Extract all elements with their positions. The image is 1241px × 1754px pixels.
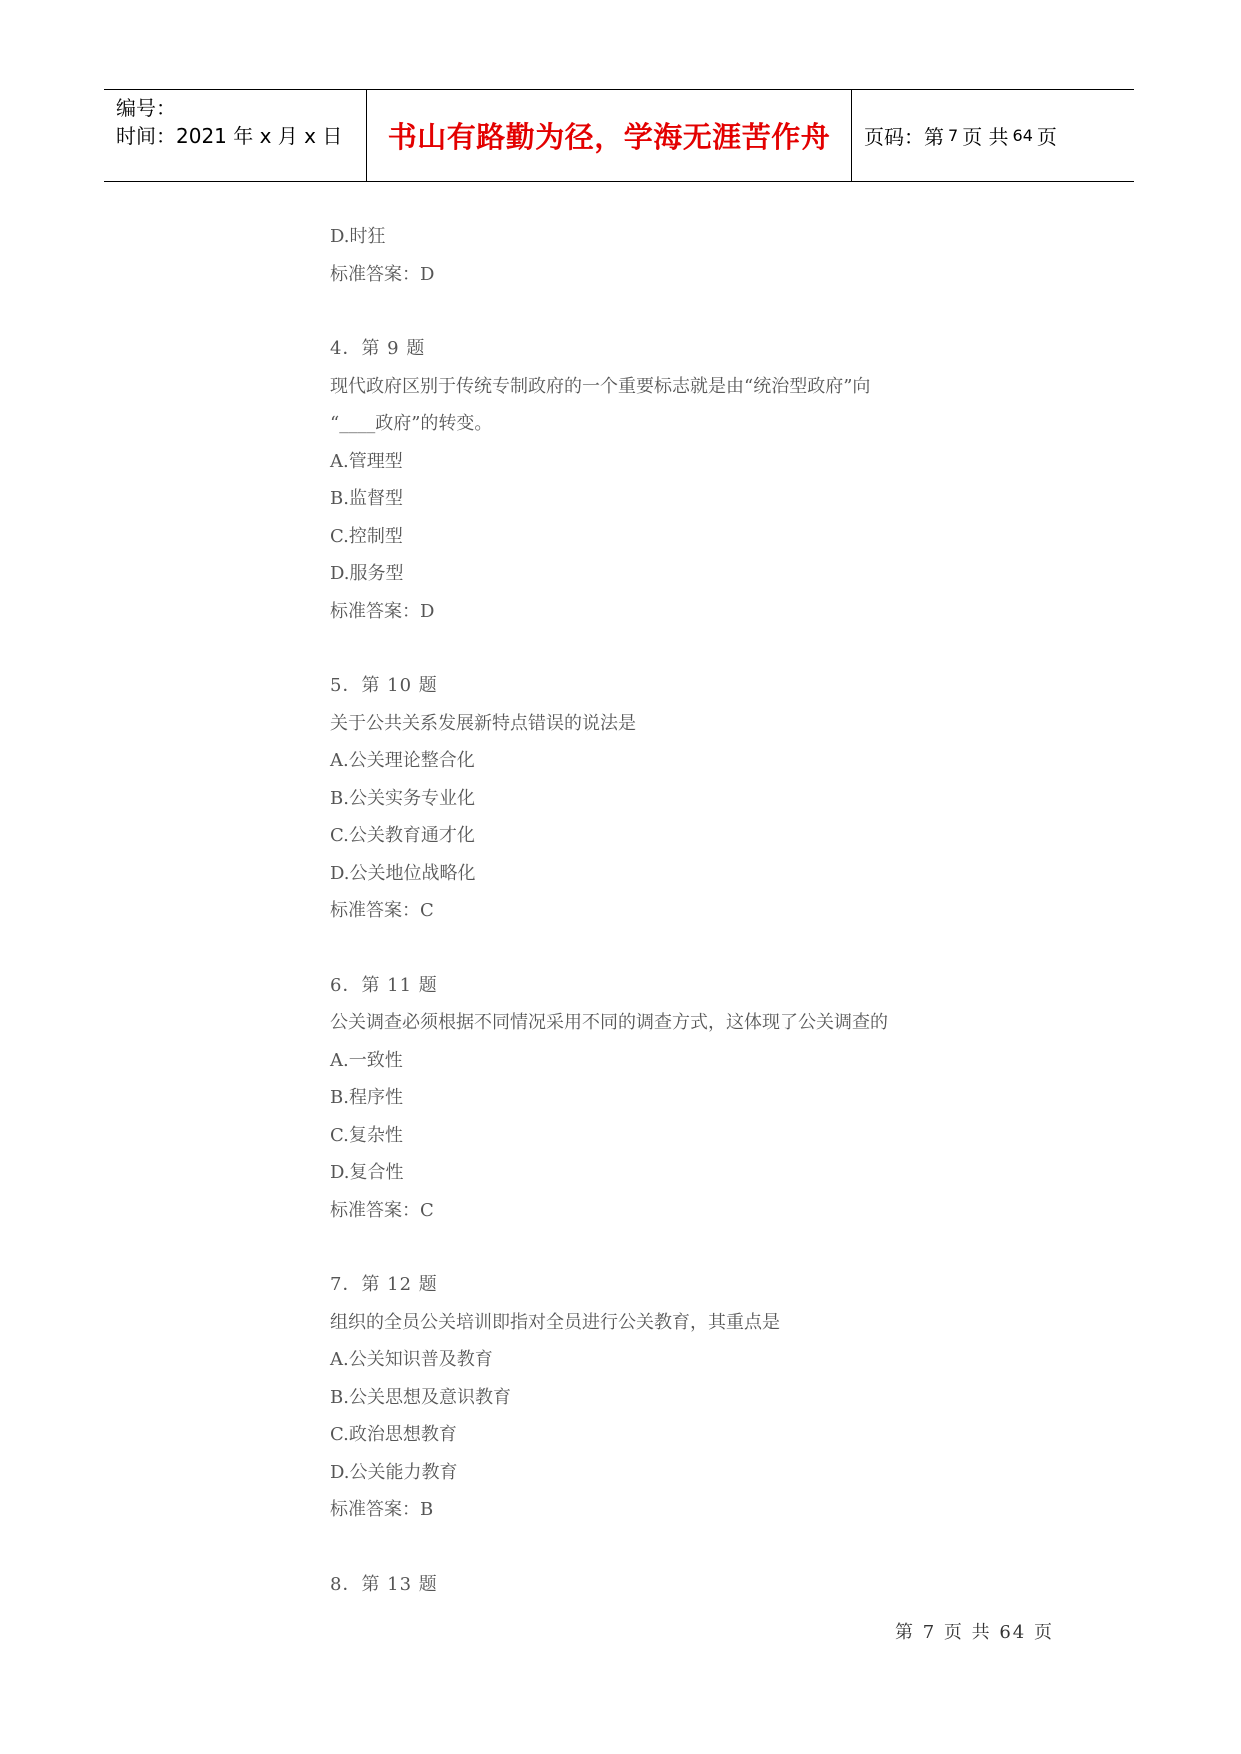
section-gap	[330, 293, 1030, 330]
time-label: 时间：2021 年 x 月 x 日	[116, 124, 343, 148]
standard-answer: 标准答案：C	[330, 1199, 434, 1221]
question-text: 现代政府区别于传统专制政府的一个重要标志就是由“统治型政府”向	[330, 375, 871, 397]
answer-option: C.复杂性	[330, 1124, 403, 1146]
answer-option: C.公关教育通才化	[330, 825, 475, 846]
question-title: 5．第 10 题	[330, 675, 438, 696]
page-mid: 页 共	[962, 125, 1009, 149]
standard-answer: 标准答案：C	[330, 900, 434, 921]
question-text: 组织的全员公关培训即指对全员进行公关教育，其重点是	[330, 1311, 780, 1333]
section-gap	[330, 630, 1030, 667]
answer-option: D.复合性	[330, 1162, 404, 1183]
number-label: 编号：	[116, 96, 176, 120]
answer-option: A.公关知识普及教育	[330, 1349, 493, 1370]
answer-option: B.公关实务专业化	[330, 787, 475, 809]
header-motto: 书山有路勤为径，学海无涯苦作舟	[367, 90, 852, 181]
answer-option: C.控制型	[330, 525, 403, 547]
header-page-number	[852, 90, 1134, 181]
answer-option: B.程序性	[330, 1087, 403, 1108]
question-text: 公关调查必须根据不同情况采用不同的调查方式，这体现了公关调查的	[330, 1012, 888, 1033]
section-gap	[330, 1529, 1030, 1566]
answer-option: D.公关地位战略化	[330, 862, 476, 884]
answer-option: A.管理型	[330, 450, 403, 472]
answer-option: D.时狂	[330, 226, 386, 247]
answer-option: A.公关理论整合化	[330, 750, 475, 771]
answer-option: B.监督型	[330, 488, 403, 509]
standard-answer: 标准答案：D	[330, 600, 435, 622]
standard-answer: 标准答案：B	[330, 1499, 434, 1520]
answer-option: C.政治思想教育	[330, 1424, 457, 1445]
question-title: 7．第 12 题	[330, 1274, 438, 1295]
page-total: 64	[1012, 126, 1033, 145]
page-footer: 第 7 页 共 64 页	[895, 1622, 1054, 1643]
page-prefix: 页码：第	[864, 125, 944, 149]
question-text: 关于公共关系发展新特点错误的说法是	[330, 712, 636, 734]
page-header	[104, 89, 1134, 182]
question-title: 6．第 11 题	[330, 974, 438, 996]
answer-option: A.一致性	[330, 1049, 403, 1071]
header-meta	[104, 90, 367, 181]
answer-option: D.公关能力教育	[330, 1461, 458, 1483]
standard-answer: 标准答案：D	[330, 263, 435, 285]
answer-option: D.服务型	[330, 563, 404, 584]
answer-option: B.公关思想及意识教育	[330, 1386, 511, 1408]
section-gap	[330, 1229, 1030, 1266]
page-suffix: 页	[1036, 125, 1057, 149]
question-title: 8．第 13 题	[330, 1573, 438, 1595]
question-text: “____政府”的转变。	[330, 413, 493, 434]
page-current: 7	[948, 126, 959, 145]
question-title: 4．第 9 题	[330, 338, 426, 359]
section-gap	[330, 930, 1030, 967]
question-content	[330, 218, 1030, 1603]
